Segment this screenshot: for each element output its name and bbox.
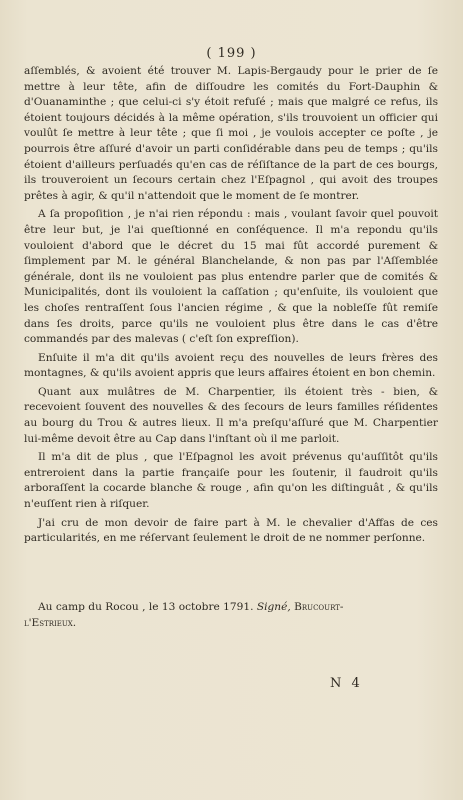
paragraph-2: A ſa propoſition , je n'ai rien répondu : mais , voulant ſavoir quel pouvoit être leur but, je l'ai queſtionné en conſéquence. Il m'a repondu qu'ils vouloient d'abord que le décret du 15 mai fût accordé purement & ſimplement par M. le général Blanchelande, & non pas par l'Aſſemblée générale, dont ils ne vouloient pas plus entendre parler que de comités & Municipalités, dont ils vouloient la caſſation ; qu'enſuite, ils vouloient que les choſes rentraſſent ſous l'ancien régime , & que la nobleſſe fût remiſe dans ſes droits, parce qu'ils ne vouloient plus être dans le cas d'être commandés par des malevas ( c'eſt ſon expreſſion).	[24, 208, 438, 346]
paragraph-5: Il m'a dit de plus , que l'Eſpagnol les avoit prévenus qu'auſſitôt qu'ils entreroient dans la partie françaiſe pour les ſoutenir, il faudroit qu'ils arboraſſent la cocarde blanche & rouge , afin qu'on les diſtinguât , & qu'ils n'euſſent rien à riſquer.	[24, 451, 438, 511]
place-date: Au camp du Rocou , le 13 octobre 1791.	[38, 601, 254, 613]
paragraph-4: Quant aux mulâtres de M. Charpentier, ils étoient très - bien, & recevoient ſouvent des nouvelles & des ſecours de leurs familles réſidentes au bourg du Trou & autres lieux. Il m'a preſqu'aſſuré que M. Charpentier lui-même devoit être au Cap dans l'inſtant où il me parloit.	[24, 385, 438, 445]
body-text	[24, 64, 438, 547]
paragraph-3: Enſuite il m'a dit qu'ils avoient reçu des nouvelles de leurs frères des montagnes, & qu'ils avoient appris que leurs affaires étoient en bon chemin.	[24, 351, 438, 380]
sheet-signature: N 4	[330, 676, 363, 691]
paragraph-1: aſſemblés, & avoient été trouver M. Lapis-Bergaudy pour le prier de ſe mettre à leur tête, afin de diſſoudre les comités du Fort-Dauphin & d'Ouanaminthe ; que celui-ci s'y étoit refuſé ; mais que malgré ce refus, ils étoient toujours décidés à la même opération, s'ils trouvoient un officier qui voulût ſe mettre à leur tête ; que ſi moi , je voulois accepter ce poſte , je pourrois être aſſuré d'avoir un parti conſidérable dans peu de temps ; qu'ils étoient d'ailleurs perſuadés qu'en cas de réſiſtance de la part de ces bourgs, ils trouveroient un ſecours certain chez l'Eſpagnol , qui avoit des troupes prêtes à agir, & qu'il n'attendoit que le moment de ſe montrer.	[24, 65, 438, 202]
page-number: ( 199 )	[206, 46, 257, 61]
signatory-name-1: Brucourt-	[294, 601, 344, 613]
signatory-name-2: l'Estrieux.	[24, 616, 77, 629]
paragraph-6: J'ai cru de mon devoir de faire part à M. le chevalier d'Affas de ces particularités, en me réſervant ſeulement le droit de ne nommer perſonne.	[24, 516, 438, 545]
signature-block	[24, 600, 438, 631]
signe-label: Signé,	[256, 601, 291, 613]
